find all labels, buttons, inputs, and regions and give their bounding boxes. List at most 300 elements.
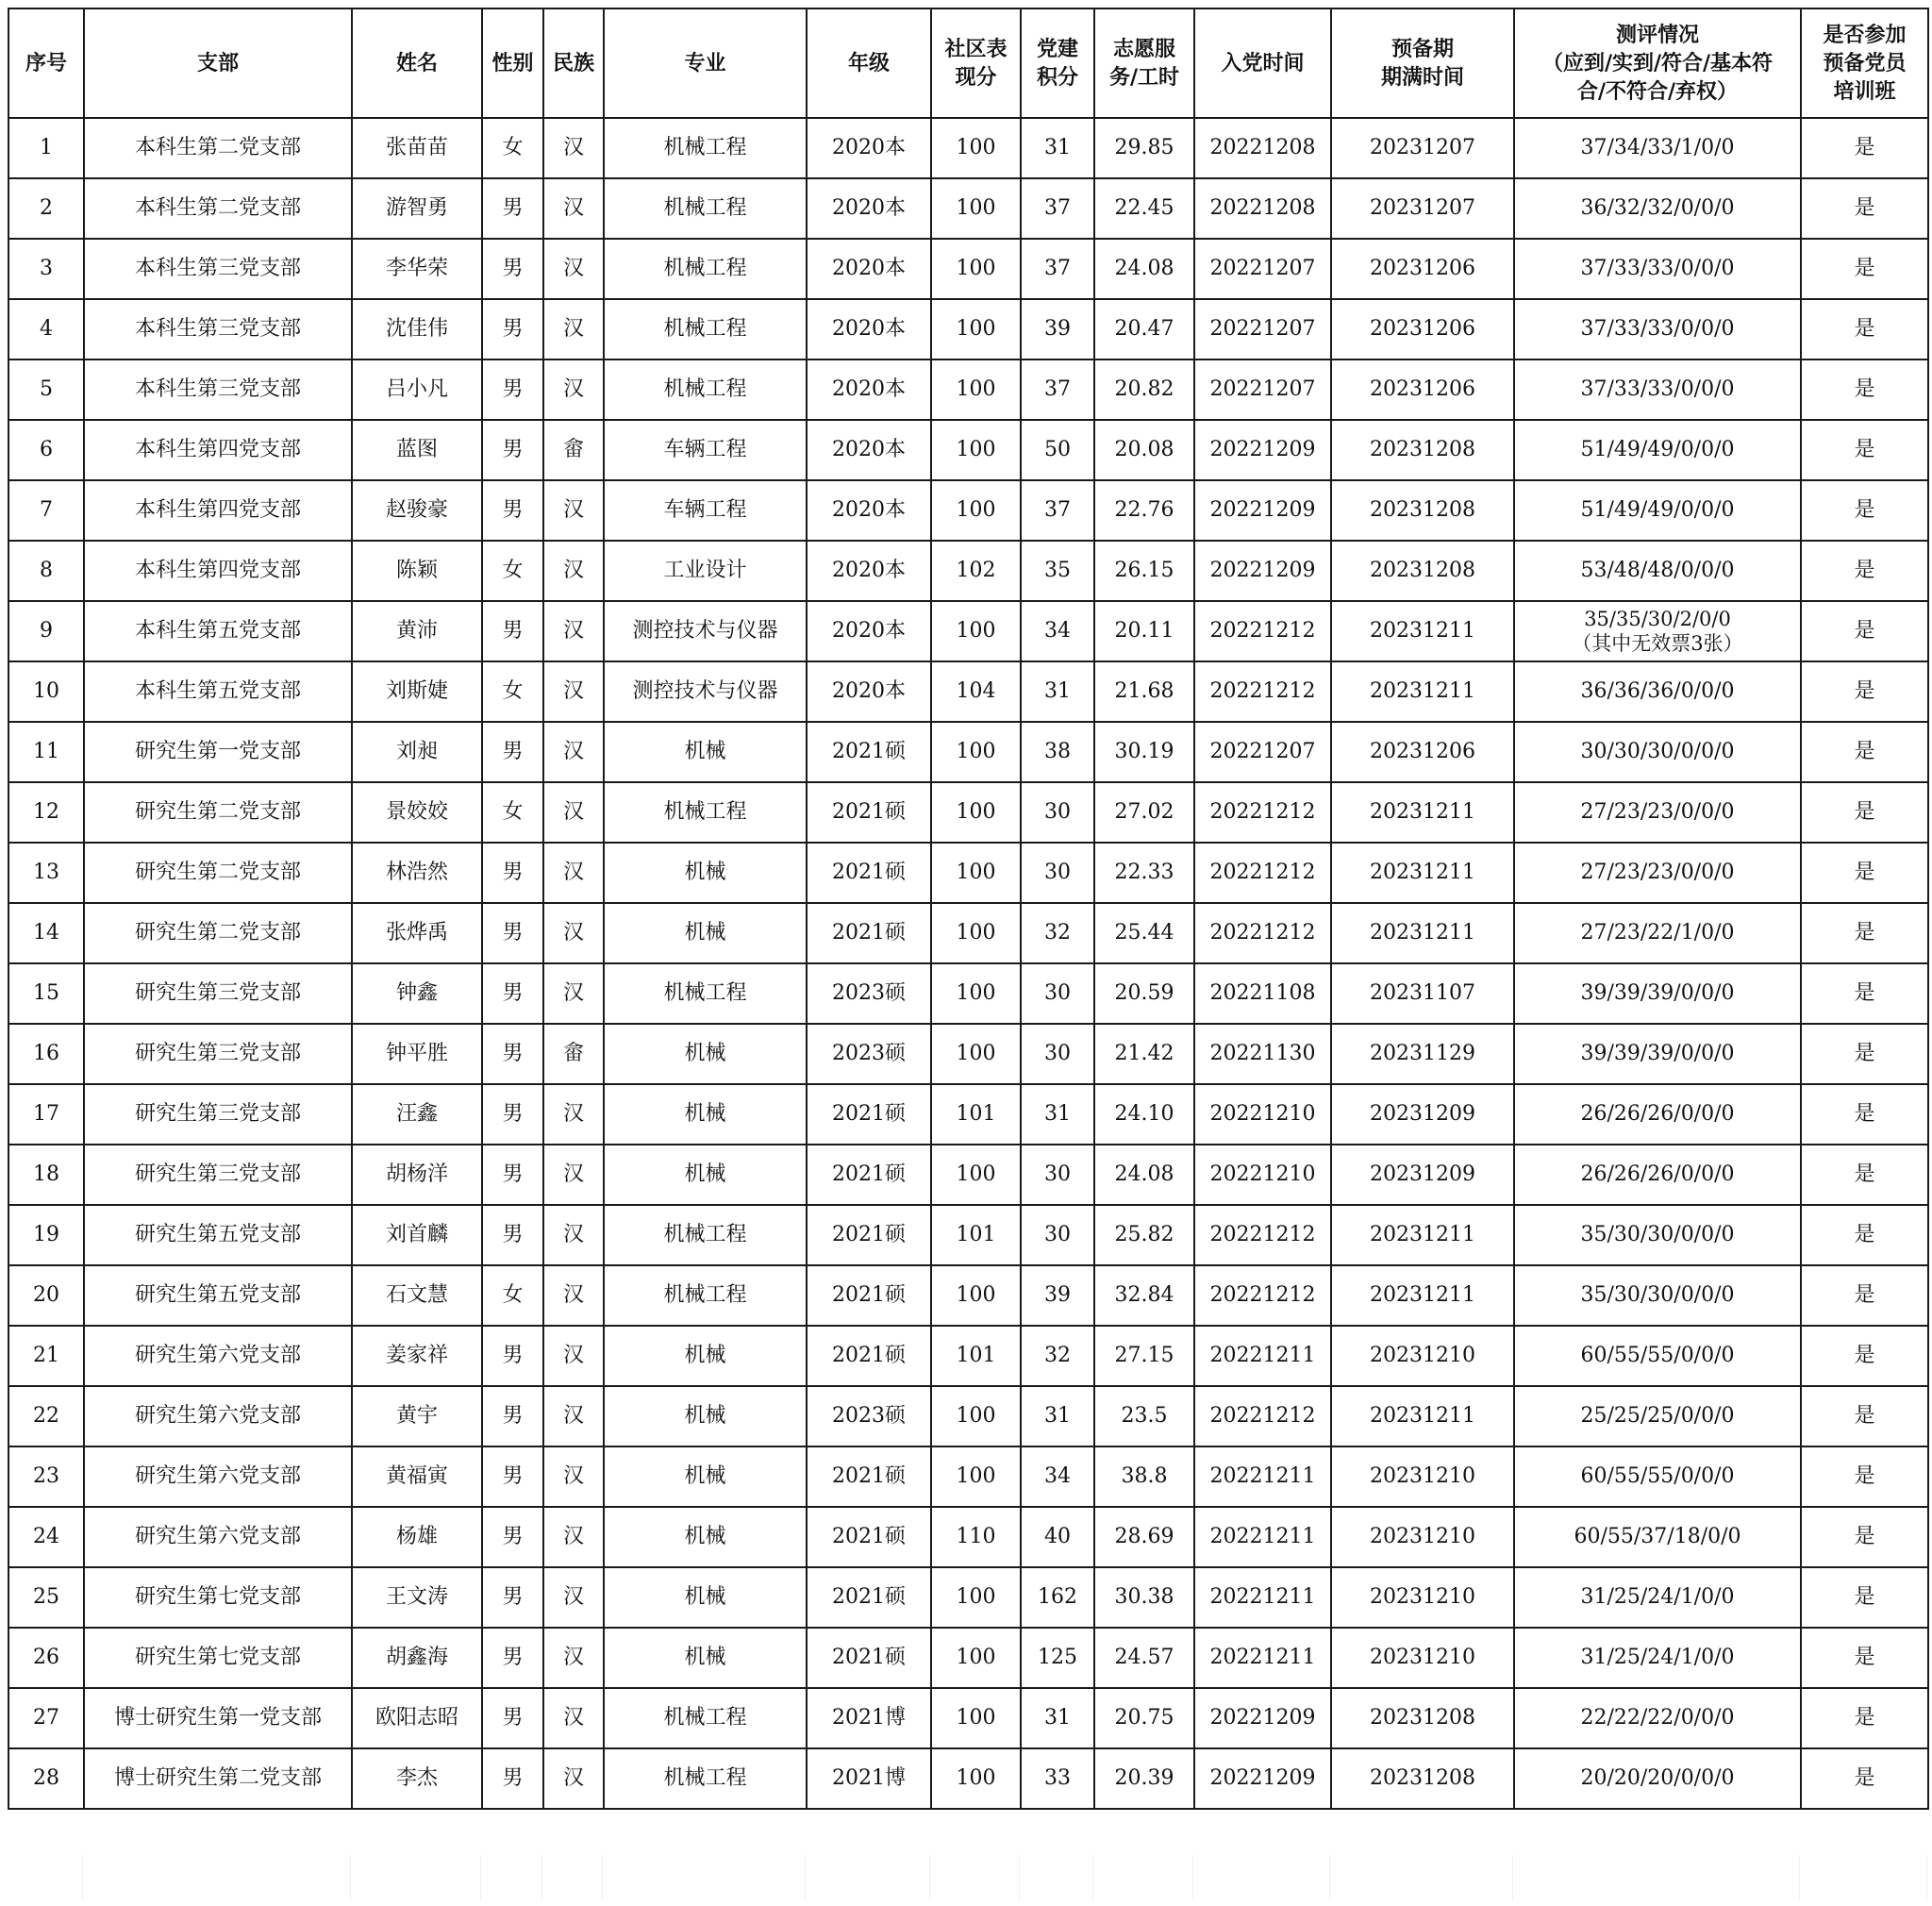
cell-gender: 男 (482, 359, 543, 420)
cell-community-score: 101 (931, 1205, 1021, 1265)
cell-grade: 2021硕 (807, 1446, 931, 1507)
header-cell-name: 姓名 (352, 8, 482, 118)
cell-evaluation: 60/55/37/18/0/0 (1514, 1507, 1801, 1567)
cell-volunteer-hours: 27.02 (1094, 782, 1194, 843)
cell-grade: 2023硕 (807, 1386, 931, 1446)
cell-probation-end: 20231206 (1331, 359, 1514, 420)
cell-ethnicity: 汉 (543, 722, 604, 782)
cell-training: 是 (1801, 480, 1928, 541)
table-row (8, 722, 1928, 782)
cell-gender: 男 (482, 963, 543, 1024)
cell-community-score: 100 (931, 903, 1021, 963)
cell-gender: 男 (482, 1024, 543, 1084)
cell-name: 欧阳志昭 (352, 1688, 482, 1748)
cell-index: 27 (8, 1688, 84, 1748)
party-member-table (8, 8, 1929, 1810)
cell-name: 蓝图 (352, 420, 482, 480)
cell-name: 钟鑫 (352, 963, 482, 1024)
cell-probation-end: 20231209 (1331, 1084, 1514, 1145)
cell-grade: 2021硕 (807, 782, 931, 843)
cell-index: 23 (8, 1446, 84, 1507)
cell-probation-end: 20231208 (1331, 420, 1514, 480)
cell-probation-end: 20231210 (1331, 1507, 1514, 1567)
table-row (8, 661, 1928, 722)
cell-branch: 研究生第六党支部 (84, 1446, 352, 1507)
cell-volunteer-hours: 26.15 (1094, 541, 1194, 601)
cell-evaluation: 27/23/23/0/0/0 (1514, 843, 1801, 903)
cell-volunteer-hours: 22.33 (1094, 843, 1194, 903)
cell-gender: 男 (482, 1386, 543, 1446)
cell-index: 6 (8, 420, 84, 480)
table-row (8, 1205, 1928, 1265)
cell-major: 机械工程 (604, 239, 807, 299)
cell-ethnicity: 汉 (543, 1265, 604, 1326)
table-row (8, 1507, 1928, 1567)
cell-volunteer-hours: 38.8 (1094, 1446, 1194, 1507)
cell-name: 李华荣 (352, 239, 482, 299)
cell-branch: 研究生第一党支部 (84, 722, 352, 782)
cell-ethnicity: 汉 (543, 1205, 604, 1265)
cell-volunteer-hours: 24.08 (1094, 1145, 1194, 1205)
cell-training: 是 (1801, 420, 1928, 480)
table-row (8, 903, 1928, 963)
cell-evaluation: 53/48/48/0/0/0 (1514, 541, 1801, 601)
cell-community-score: 100 (931, 299, 1021, 359)
cell-probation-end: 20231208 (1331, 1688, 1514, 1748)
cell-name: 杨雄 (352, 1507, 482, 1567)
cell-name: 陈颖 (352, 541, 482, 601)
cell-grade: 2021硕 (807, 1507, 931, 1567)
cell-join-date: 20221209 (1194, 1748, 1331, 1809)
header-cell-probation-end: 预备期 期满时间 (1331, 8, 1514, 118)
cell-probation-end: 20231208 (1331, 480, 1514, 541)
cell-ethnicity: 汉 (543, 1084, 604, 1145)
cell-index: 1 (8, 118, 84, 178)
cell-community-score: 110 (931, 1507, 1021, 1567)
cell-training: 是 (1801, 359, 1928, 420)
cell-grade: 2021硕 (807, 722, 931, 782)
cell-probation-end: 20231211 (1331, 661, 1514, 722)
cell-community-score: 101 (931, 1084, 1021, 1145)
cell-index: 12 (8, 782, 84, 843)
cell-party-points: 40 (1021, 1507, 1094, 1567)
cell-ethnicity: 汉 (543, 1386, 604, 1446)
cell-party-points: 30 (1021, 1145, 1094, 1205)
header-cell-evaluation: 测评情况 （应到/实到/符合/基本符 合/不符合/弃权） (1514, 8, 1801, 118)
cell-index: 24 (8, 1507, 84, 1567)
cell-grade: 2021硕 (807, 1084, 931, 1145)
table-row (8, 1446, 1928, 1507)
cell-major: 机械工程 (604, 118, 807, 178)
cell-ethnicity: 汉 (543, 782, 604, 843)
cell-training: 是 (1801, 1265, 1928, 1326)
cell-major: 车辆工程 (604, 480, 807, 541)
cell-branch: 研究生第六党支部 (84, 1507, 352, 1567)
cell-party-points: 31 (1021, 1688, 1094, 1748)
cell-major: 机械 (604, 722, 807, 782)
cell-gender: 男 (482, 843, 543, 903)
cell-party-points: 37 (1021, 178, 1094, 239)
cell-index: 19 (8, 1205, 84, 1265)
cell-training: 是 (1801, 903, 1928, 963)
cell-grade: 2021硕 (807, 1265, 931, 1326)
table-row (8, 1326, 1928, 1386)
header-cell-ethnicity: 民族 (543, 8, 604, 118)
cell-name: 石文慧 (352, 1265, 482, 1326)
cell-volunteer-hours: 20.39 (1094, 1748, 1194, 1809)
cell-grade: 2023硕 (807, 1024, 931, 1084)
cell-evaluation: 27/23/22/1/0/0 (1514, 903, 1801, 963)
cell-grade: 2023硕 (807, 963, 931, 1024)
cell-evaluation: 25/25/25/0/0/0 (1514, 1386, 1801, 1446)
cell-training: 是 (1801, 1084, 1928, 1145)
cell-gender: 男 (482, 1507, 543, 1567)
cell-major: 车辆工程 (604, 420, 807, 480)
cell-major: 机械工程 (604, 1748, 807, 1809)
cell-evaluation: 39/39/39/0/0/0 (1514, 963, 1801, 1024)
cell-evaluation: 36/32/32/0/0/0 (1514, 178, 1801, 239)
cell-index: 20 (8, 1265, 84, 1326)
cell-grade: 2020本 (807, 420, 931, 480)
cell-volunteer-hours: 24.10 (1094, 1084, 1194, 1145)
cell-grade: 2020本 (807, 601, 931, 661)
table-body (8, 118, 1928, 1809)
cell-party-points: 35 (1021, 541, 1094, 601)
cell-index: 9 (8, 601, 84, 661)
table-row (8, 118, 1928, 178)
cell-ethnicity: 汉 (543, 1567, 604, 1628)
header-cell-gender: 性别 (482, 8, 543, 118)
cell-training: 是 (1801, 1024, 1928, 1084)
cell-join-date: 20221211 (1194, 1507, 1331, 1567)
table-row (8, 420, 1928, 480)
table-row (8, 1084, 1928, 1145)
cell-name: 胡杨洋 (352, 1145, 482, 1205)
cell-community-score: 100 (931, 480, 1021, 541)
cell-join-date: 20221207 (1194, 239, 1331, 299)
cell-evaluation: 30/30/30/0/0/0 (1514, 722, 1801, 782)
cell-evaluation: 60/55/55/0/0/0 (1514, 1446, 1801, 1507)
cell-grade: 2020本 (807, 239, 931, 299)
table-row (8, 239, 1928, 299)
cell-name: 沈佳伟 (352, 299, 482, 359)
cell-branch: 本科生第四党支部 (84, 541, 352, 601)
cell-community-score: 100 (931, 722, 1021, 782)
cell-volunteer-hours: 27.15 (1094, 1326, 1194, 1386)
cell-index: 2 (8, 178, 84, 239)
cell-join-date: 20221212 (1194, 1205, 1331, 1265)
cell-community-score: 104 (931, 661, 1021, 722)
cell-party-points: 50 (1021, 420, 1094, 480)
table-row (8, 541, 1928, 601)
cell-major: 机械工程 (604, 299, 807, 359)
cell-training: 是 (1801, 118, 1928, 178)
cell-party-points: 38 (1021, 722, 1094, 782)
cell-ethnicity: 汉 (543, 601, 604, 661)
cell-community-score: 100 (931, 1628, 1021, 1688)
cell-branch: 博士研究生第二党支部 (84, 1748, 352, 1809)
cell-evaluation: 31/25/24/1/0/0 (1514, 1567, 1801, 1628)
cell-party-points: 37 (1021, 359, 1094, 420)
cell-join-date: 20221130 (1194, 1024, 1331, 1084)
cell-party-points: 39 (1021, 299, 1094, 359)
cell-gender: 女 (482, 1265, 543, 1326)
header-cell-branch: 支部 (84, 8, 352, 118)
cell-major: 机械工程 (604, 178, 807, 239)
cell-gender: 男 (482, 1205, 543, 1265)
header-cell-join-date: 入党时间 (1194, 8, 1331, 118)
cell-name: 李杰 (352, 1748, 482, 1809)
cell-join-date: 20221212 (1194, 601, 1331, 661)
cell-grade: 2020本 (807, 178, 931, 239)
header-cell-major: 专业 (604, 8, 807, 118)
cell-community-score: 100 (931, 601, 1021, 661)
cell-join-date: 20221210 (1194, 1084, 1331, 1145)
cell-branch: 研究生第五党支部 (84, 1265, 352, 1326)
cell-volunteer-hours: 22.45 (1094, 178, 1194, 239)
cell-gender: 男 (482, 1084, 543, 1145)
cell-major: 机械工程 (604, 359, 807, 420)
cell-name: 黄沛 (352, 601, 482, 661)
cell-major: 机械 (604, 1446, 807, 1507)
cell-training: 是 (1801, 1386, 1928, 1446)
cell-training: 是 (1801, 239, 1928, 299)
cell-branch: 本科生第二党支部 (84, 118, 352, 178)
cell-probation-end: 20231207 (1331, 118, 1514, 178)
cell-training: 是 (1801, 299, 1928, 359)
cell-community-score: 100 (931, 1386, 1021, 1446)
cell-grade: 2020本 (807, 299, 931, 359)
cell-ethnicity: 汉 (543, 480, 604, 541)
cell-join-date: 20221209 (1194, 420, 1331, 480)
cell-index: 11 (8, 722, 84, 782)
cell-join-date: 20221209 (1194, 1688, 1331, 1748)
table-row (8, 299, 1928, 359)
cell-index: 21 (8, 1326, 84, 1386)
cell-gender: 男 (482, 1688, 543, 1748)
cell-volunteer-hours: 23.5 (1094, 1386, 1194, 1446)
cell-grade: 2021硕 (807, 903, 931, 963)
cell-major: 机械工程 (604, 1265, 807, 1326)
cell-join-date: 20221211 (1194, 1628, 1331, 1688)
cell-party-points: 30 (1021, 843, 1094, 903)
cell-index: 16 (8, 1024, 84, 1084)
cell-probation-end: 20231210 (1331, 1326, 1514, 1386)
cell-name: 刘昶 (352, 722, 482, 782)
cell-branch: 研究生第二党支部 (84, 782, 352, 843)
table-row (8, 1688, 1928, 1748)
cell-major: 机械 (604, 1326, 807, 1386)
cell-join-date: 20221212 (1194, 903, 1331, 963)
cell-probation-end: 20231129 (1331, 1024, 1514, 1084)
cell-branch: 博士研究生第一党支部 (84, 1688, 352, 1748)
cell-grade: 2021博 (807, 1688, 931, 1748)
cell-major: 机械 (604, 1567, 807, 1628)
cell-party-points: 30 (1021, 1205, 1094, 1265)
cell-gender: 男 (482, 1446, 543, 1507)
cell-major: 机械工程 (604, 1688, 807, 1748)
cell-grade: 2021硕 (807, 1628, 931, 1688)
cell-evaluation: 31/25/24/1/0/0 (1514, 1628, 1801, 1688)
cell-index: 25 (8, 1567, 84, 1628)
cell-training: 是 (1801, 722, 1928, 782)
cell-probation-end: 20231208 (1331, 541, 1514, 601)
cell-community-score: 100 (931, 239, 1021, 299)
cell-volunteer-hours: 24.08 (1094, 239, 1194, 299)
table-row (8, 843, 1928, 903)
cell-volunteer-hours: 20.11 (1094, 601, 1194, 661)
cell-gender: 男 (482, 1748, 543, 1809)
cell-branch: 研究生第二党支部 (84, 903, 352, 963)
cell-party-points: 30 (1021, 1024, 1094, 1084)
cell-ethnicity: 汉 (543, 843, 604, 903)
cell-party-points: 30 (1021, 963, 1094, 1024)
header-cell-party-points: 党建 积分 (1021, 8, 1094, 118)
cell-gender: 男 (482, 480, 543, 541)
cell-training: 是 (1801, 1446, 1928, 1507)
cell-party-points: 125 (1021, 1628, 1094, 1688)
cell-probation-end: 20231211 (1331, 782, 1514, 843)
cell-volunteer-hours: 22.76 (1094, 480, 1194, 541)
table-row (8, 963, 1928, 1024)
cell-major: 机械工程 (604, 963, 807, 1024)
cell-ethnicity: 汉 (543, 299, 604, 359)
cell-evaluation: 37/33/33/0/0/0 (1514, 299, 1801, 359)
cell-join-date: 20221207 (1194, 722, 1331, 782)
table-row (8, 1145, 1928, 1205)
cell-training: 是 (1801, 178, 1928, 239)
cell-party-points: 32 (1021, 1326, 1094, 1386)
cell-major: 机械 (604, 1628, 807, 1688)
cell-join-date: 20221108 (1194, 963, 1331, 1024)
cell-branch: 本科生第四党支部 (84, 480, 352, 541)
cell-gender: 男 (482, 178, 543, 239)
cell-community-score: 100 (931, 843, 1021, 903)
cell-party-points: 39 (1021, 1265, 1094, 1326)
cell-community-score: 100 (931, 1567, 1021, 1628)
cell-index: 17 (8, 1084, 84, 1145)
header-cell-index: 序号 (8, 8, 84, 118)
cell-gender: 男 (482, 1326, 543, 1386)
cell-evaluation: 36/36/36/0/0/0 (1514, 661, 1801, 722)
cell-grade: 2021硕 (807, 843, 931, 903)
cell-name: 游智勇 (352, 178, 482, 239)
cell-probation-end: 20231211 (1331, 601, 1514, 661)
cell-volunteer-hours: 30.19 (1094, 722, 1194, 782)
cell-name: 黄宇 (352, 1386, 482, 1446)
cell-major: 机械 (604, 1386, 807, 1446)
cell-evaluation: 35/30/30/0/0/0 (1514, 1205, 1801, 1265)
cell-training: 是 (1801, 963, 1928, 1024)
table-row (8, 782, 1928, 843)
cell-community-score: 100 (931, 178, 1021, 239)
cell-index: 15 (8, 963, 84, 1024)
cell-evaluation: 37/33/33/0/0/0 (1514, 239, 1801, 299)
cell-ethnicity: 汉 (543, 1748, 604, 1809)
cell-probation-end: 20231210 (1331, 1446, 1514, 1507)
cell-join-date: 20221211 (1194, 1567, 1331, 1628)
header-cell-volunteer-hours: 志愿服 务/工时 (1094, 8, 1194, 118)
cell-evaluation: 27/23/23/0/0/0 (1514, 782, 1801, 843)
cell-name: 张苗苗 (352, 118, 482, 178)
cell-ethnicity: 汉 (543, 239, 604, 299)
cell-ethnicity: 汉 (543, 118, 604, 178)
cell-training: 是 (1801, 843, 1928, 903)
cell-branch: 研究生第三党支部 (84, 1084, 352, 1145)
cell-name: 刘首麟 (352, 1205, 482, 1265)
cell-volunteer-hours: 20.59 (1094, 963, 1194, 1024)
cell-branch: 本科生第三党支部 (84, 299, 352, 359)
cell-volunteer-hours: 32.84 (1094, 1265, 1194, 1326)
cell-index: 4 (8, 299, 84, 359)
header-cell-community-score: 社区表 现分 (931, 8, 1021, 118)
cell-name: 王文涛 (352, 1567, 482, 1628)
cell-gender: 男 (482, 1145, 543, 1205)
cell-gender: 女 (482, 782, 543, 843)
cell-name: 赵骏豪 (352, 480, 482, 541)
cell-join-date: 20221207 (1194, 359, 1331, 420)
cell-branch: 研究生第三党支部 (84, 1145, 352, 1205)
cell-gender: 女 (482, 661, 543, 722)
cell-volunteer-hours: 29.85 (1094, 118, 1194, 178)
cell-name: 胡鑫海 (352, 1628, 482, 1688)
table-row (8, 1386, 1928, 1446)
cell-probation-end: 20231211 (1331, 1205, 1514, 1265)
cell-party-points: 162 (1021, 1567, 1094, 1628)
cell-party-points: 37 (1021, 480, 1094, 541)
cell-index: 13 (8, 843, 84, 903)
cell-probation-end: 20231211 (1331, 843, 1514, 903)
cell-training: 是 (1801, 1507, 1928, 1567)
cell-evaluation: 26/26/26/0/0/0 (1514, 1084, 1801, 1145)
cell-gender: 男 (482, 420, 543, 480)
table-row (8, 1024, 1928, 1084)
cell-join-date: 20221212 (1194, 1265, 1331, 1326)
cell-branch: 本科生第二党支部 (84, 178, 352, 239)
cell-evaluation: 22/22/22/0/0/0 (1514, 1688, 1801, 1748)
cell-grade: 2021硕 (807, 1326, 931, 1386)
cell-evaluation: 39/39/39/0/0/0 (1514, 1024, 1801, 1084)
cell-branch: 研究生第三党支部 (84, 963, 352, 1024)
header-cell-training: 是否参加 预备党员 培训班 (1801, 8, 1928, 118)
cell-party-points: 31 (1021, 1386, 1094, 1446)
cell-volunteer-hours: 20.08 (1094, 420, 1194, 480)
table-row (8, 480, 1928, 541)
cell-name: 姜家祥 (352, 1326, 482, 1386)
table-row (8, 1748, 1928, 1809)
cell-index: 7 (8, 480, 84, 541)
cell-index: 28 (8, 1748, 84, 1809)
cell-party-points: 31 (1021, 118, 1094, 178)
cell-index: 5 (8, 359, 84, 420)
cell-community-score: 100 (931, 1446, 1021, 1507)
cell-major: 机械 (604, 1024, 807, 1084)
cell-probation-end: 20231206 (1331, 299, 1514, 359)
cell-ethnicity: 汉 (543, 963, 604, 1024)
cell-name: 黄福寅 (352, 1446, 482, 1507)
cell-join-date: 20221212 (1194, 661, 1331, 722)
cell-volunteer-hours: 21.42 (1094, 1024, 1194, 1084)
cell-major: 机械 (604, 1145, 807, 1205)
cell-gender: 女 (482, 118, 543, 178)
cell-training: 是 (1801, 1628, 1928, 1688)
cell-evaluation: 51/49/49/0/0/0 (1514, 480, 1801, 541)
cell-ethnicity: 汉 (543, 1145, 604, 1205)
cell-branch: 研究生第六党支部 (84, 1386, 352, 1446)
table-row (8, 601, 1928, 661)
cell-join-date: 20221209 (1194, 480, 1331, 541)
cell-ethnicity: 汉 (543, 903, 604, 963)
